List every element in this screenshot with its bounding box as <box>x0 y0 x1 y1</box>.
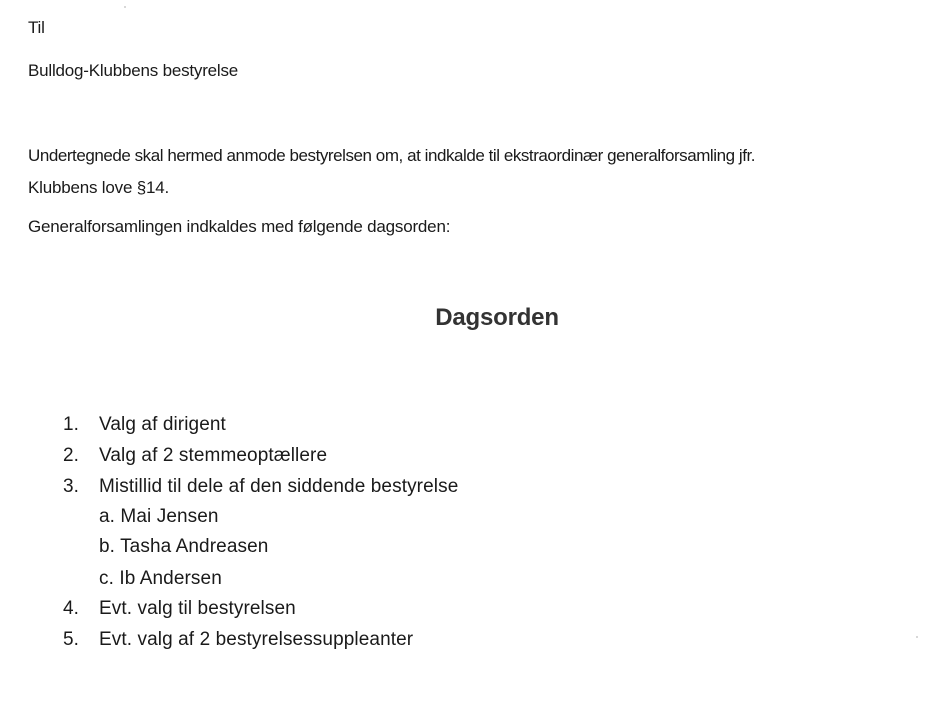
salutation-to: Til <box>28 18 45 37</box>
agenda-item-text: Evt. valg til bestyrelsen <box>99 598 296 619</box>
agenda-item-text: Evt. valg af 2 bestyrelsessuppleanter <box>99 629 414 650</box>
agenda-subitem-text: a. Mai Jensen <box>99 506 219 527</box>
agenda-item-text: Valg af dirigent <box>99 414 226 435</box>
agenda-heading: Dagsorden <box>435 304 559 331</box>
request-paragraph-line-1: Undertegnede skal hermed anmode bestyrelsen om, at indkalde til ekstraordinær generalforsamling jfr. <box>28 146 756 165</box>
agenda-item-number: 2. <box>63 445 79 466</box>
agenda-subitem-text: c. Ib Andersen <box>99 568 222 589</box>
agenda-item-number: 1. <box>63 414 79 435</box>
agenda-subitem-text: b. Tasha Andreasen <box>99 536 269 557</box>
recipient-line: Bulldog-Klubbens bestyrelse <box>28 61 239 80</box>
agenda-item-number: 3. <box>63 476 79 497</box>
agenda-item-number: 4. <box>63 598 79 619</box>
scan-speck <box>916 636 918 638</box>
agenda-item-text: Mistillid til dele af den siddende bestyrelse <box>99 476 459 497</box>
scan-speck <box>124 6 126 8</box>
agenda-item-text: Valg af 2 stemmeoptællere <box>99 445 328 466</box>
request-paragraph-line-2: Klubbens love §14. <box>28 178 170 197</box>
agenda-intro: Generalforsamlingen indkaldes med følgende dagsorden: <box>28 217 451 236</box>
agenda-item-number: 5. <box>63 629 79 650</box>
